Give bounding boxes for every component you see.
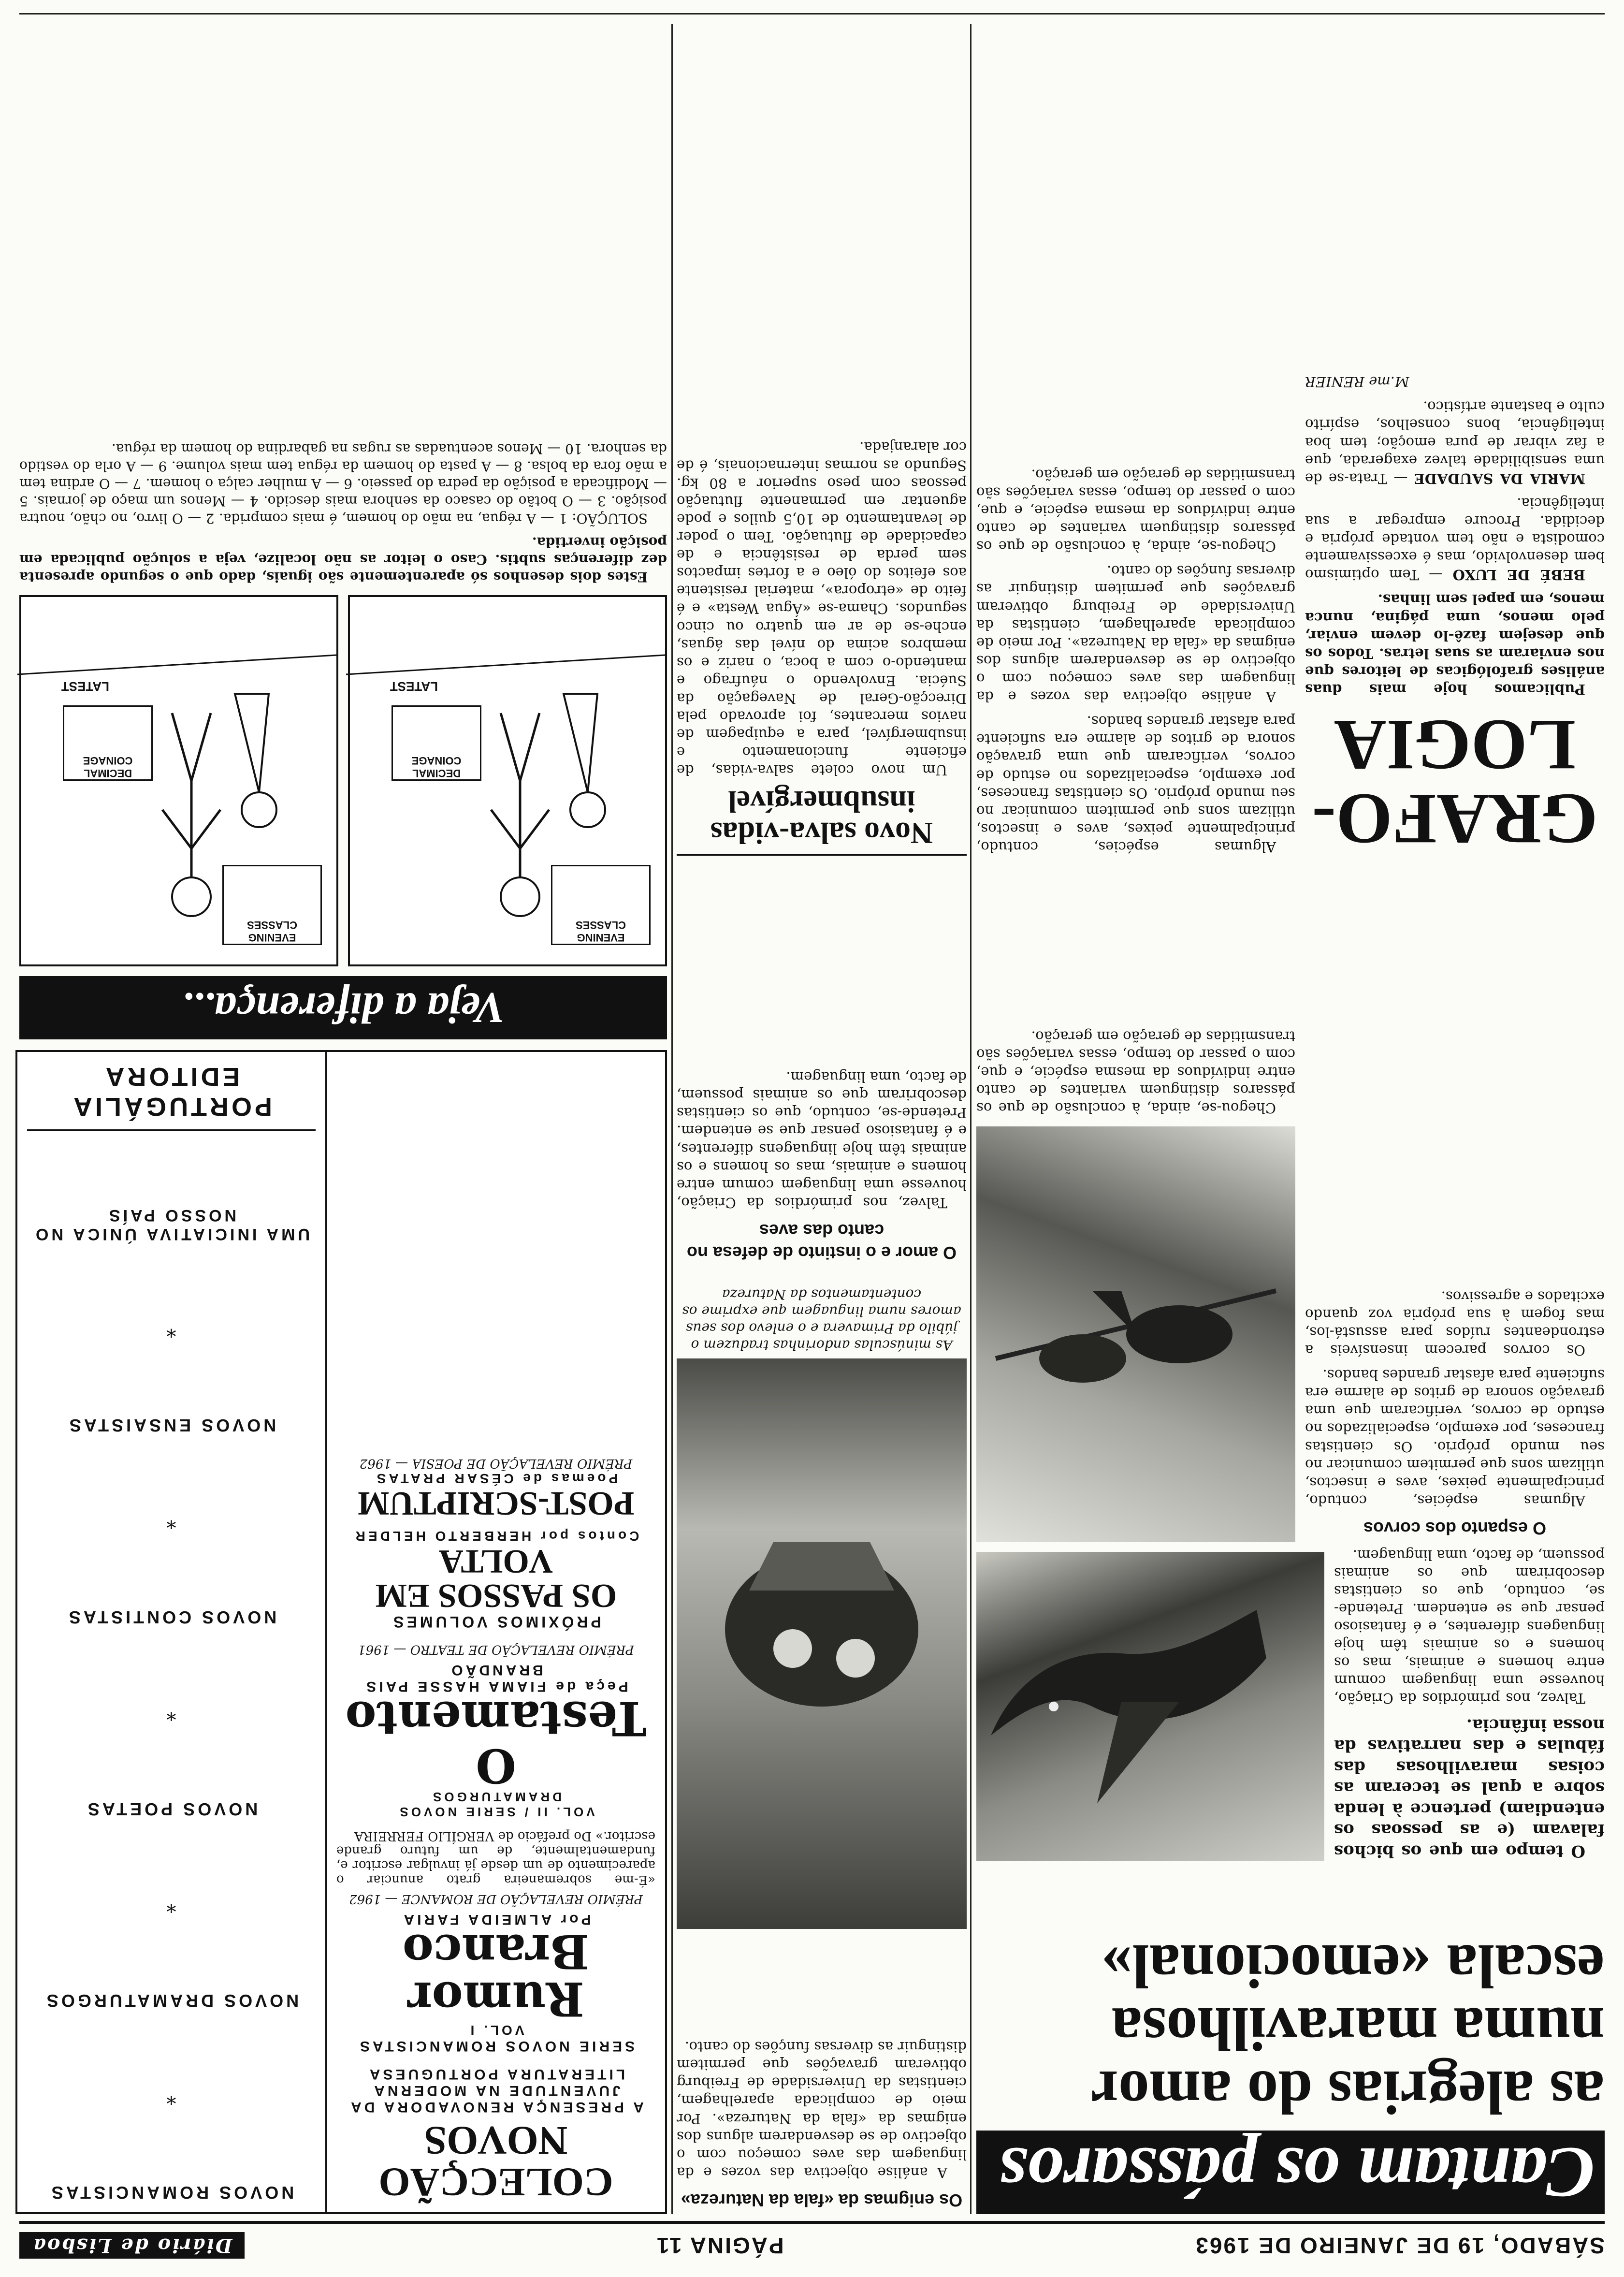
ad-collection: COLECÇÃO NOVOS xyxy=(378,2118,613,2204)
ad-vol1: VOL. I xyxy=(467,2022,524,2038)
portugalia-ad xyxy=(15,1050,667,2214)
side-headline-1: Novo salva-vidas xyxy=(710,816,933,850)
cartoon-sign-coinage-2: DECIMAL COINAGE xyxy=(63,705,153,781)
ad-author4: Poemas de CÉSAR PRATAS xyxy=(374,1471,618,1486)
ad-title1: Rumor Branco xyxy=(402,1924,590,2026)
ad-prize1: PRÉMIO REVELAÇÃO DE ROMANCE — 1962 xyxy=(349,1891,643,1906)
side-body: Um novo colete salva-vidas, de eficiente funcionamento e insubmergível, para a equipagem de navios mercantes, foi aprovado pela Direcção-Geral de Navegação da Suécia. Envolvendo o náufrago e mantendo-o com a boca, o nariz e os membros acima do nível das águas, enche-se de ar em quatro ou cinco segundos. Chama-se «Água Westa» e é feito de «etropora», material resistente aos efeitos do óleo e a fortes impactos sem perda de resistência e de capacidade de flutuação. Tem o poder de levantamento de 10,5 quilos e pode aguentar em permanente flutuação pessoas com peso superior a 80 kg. Segundo as normas internacionais, é de cor alaranjada. xyxy=(677,439,967,779)
masthead: Diário de Lisboa xyxy=(19,2233,245,2259)
ad-title2: O Testamento xyxy=(345,1691,647,1793)
ad-author3: Contos por HERBERTO HELDER xyxy=(352,1529,639,1544)
ad-left2: NOVOS DRAMATURGOS xyxy=(44,1991,299,2011)
cartoon-panel-1 xyxy=(348,595,667,966)
main-headline-2: as alegrias do amor xyxy=(1091,2058,1605,2127)
ad-series2: VOL. II / SERIE NOVOS DRAMATURGOS xyxy=(397,1789,595,1819)
main-body-4: Os corvos parecem insensíveis a estrondeantes ruídos para assustá-los, mas fogem à sua própria voz quando excitados e agressivos. xyxy=(1305,1288,1605,1359)
cartoon-solution: SOLUÇÃO: 1 — A régua, na mão do homem, é mais comprida. 2 — O livro, no chão, noutra posição. 3 — O botão do casaco da senhora mais descido. 4 — Menos um maço de jornais. 5 — Modificada a posição da pedra do passeio. 6 — A mulher calça o homem. 7 — O ardina tem a mão fora da bolsa. 8 — A pasta do homem da régua tem mais volume. 9 — A orla do vestido da senhora. 10 — Menos acentuadas as rugas na gabardina do homem da régua. xyxy=(19,441,667,526)
ad-publisher: PORTUGÁLIA EDITORA xyxy=(27,1062,316,1131)
ad-left4: NOVOS CONTISTAS xyxy=(66,1607,277,1627)
grafologia-entry1: Tem optimismo bem desenvolvido, mas é excessivamente comodista e não tem vontade própria e decidida. Procure empregar a sua inteligência. xyxy=(1305,495,1605,584)
ad-left5: NOVOS ENSAISTAS xyxy=(66,1416,276,1436)
swallows-caption xyxy=(677,1271,967,1354)
ad-left3: NOVOS POETAS xyxy=(85,1799,258,1819)
swallows-photo xyxy=(677,1358,967,1929)
ad-title3: OS PASSOS EM VOLTA xyxy=(375,1542,617,1615)
birds-on-branch-icon xyxy=(976,1126,1295,1542)
ad-series1: SERIE NOVOS ROMANCISTAS xyxy=(357,2038,635,2054)
subhead-enigmas: Os enigmas da «fala da Natureza» xyxy=(681,2190,963,2210)
main-headline-1: Cantam os pássaros xyxy=(976,2131,1605,2214)
swallows-nest-icon xyxy=(677,1358,967,1929)
ad-left1: NOVOS ROMANCISTAS xyxy=(48,2183,294,2203)
cartoon-figures-icon xyxy=(346,597,665,964)
main-body-2b: Algumas espécies, contudo, principalmente peixes, aves e insectos, utilizam sons que permitem comunicar no seu mundo próprio. Os cientistas franceses, por exemplo, especializados no estudo de corvos, verificaram que uma gravação sonora de gritos de alarme era suficiente para afastar grandes bandos. xyxy=(976,713,1295,855)
main-body-col-5 xyxy=(976,24,1295,856)
grafologia-intro: Publicamos hoje mais duas análises grafológicas de leitores que nos enviaram as suas letras. Todos os que desejem fazê-lo devem enviar, pelo menos, uma página, nunca menos, em papel sem linhas. xyxy=(1305,591,1605,698)
cartoon-sign-latest-2: LATEST xyxy=(61,679,109,694)
cartoon-block xyxy=(19,24,667,1039)
main-headline-4: escala «emocional» xyxy=(1101,1931,1605,2000)
subhead-amor: O amor e o instinto de defesa no canto das aves xyxy=(686,1220,957,1263)
page-header xyxy=(19,2221,1605,2267)
ad-star-icon: * xyxy=(166,2085,176,2108)
ad-star-icon: * xyxy=(166,1893,176,1916)
grafologia-entry2: Trata-se de uma sensibilidade talvez exagerada, que a faz vibrar de pura emoção; tem boa inteligência, bons conselhos, espírito culto e bastante artístico. xyxy=(1305,398,1605,487)
ad-quote1: «É-me sobremaneira grato anunciar o aparecimento de um desde já invulgar escritor e, fundamentalmente, de um futuro grande escritor.» Do prefácio de VERGÍLIO FERREIRA xyxy=(336,1828,655,1887)
cartoon-sign-evening-1: EVENING CLASSES xyxy=(551,865,651,945)
subhead-corvos: O espanto dos corvos xyxy=(1363,1518,1547,1538)
ad-author1: Por ALMEIDA FARIA xyxy=(401,1911,591,1927)
main-body-2: Algumas espécies, contudo, principalmente peixes, aves e insectos, utilizam sons que permitem comunicar no seu mundo próprio. Os cientistas franceses, por exemplo, especializados no estudo de corvos, verificaram que uma gravação sonora de gritos de alarme era suficiente para afastar grandes bandos. xyxy=(1305,1367,1605,1509)
ad-main-column xyxy=(325,1052,665,2212)
main-body-col-3 xyxy=(677,1943,967,2214)
cartoon-figures-icon xyxy=(17,597,336,964)
column-rule xyxy=(671,24,673,2214)
ad-title4: POST-SCRIPTUM xyxy=(357,1485,635,1522)
column-rule xyxy=(970,24,972,2214)
main-body-1b: Talvez, nos primórdios da Criação, houvesse uma linguagem comum entre homens e animais, mas os homens e os animais têm hoje linguagens diferentes, e é fantasioso pensar que se entendem. Pretende-se, contudo, que os cientistas descobriram que os animais possuem, de facto, uma linguagem. xyxy=(677,1069,967,1211)
ad-side-column xyxy=(17,1052,325,2212)
main-body-col-1 xyxy=(1305,865,1605,1542)
cartoon-sign-coinage-1: DECIMAL COINAGE xyxy=(392,705,481,781)
main-lead: O tempo em que os bichos falavam (e as pessoas os entendiam) pertence à lenda sobre a qual se teceram as coisas maravilhosas das fábulas e das narrativas da nossa infância. xyxy=(1334,1715,1605,1861)
main-body-col-4 xyxy=(677,865,967,1267)
cartoon-sign-evening-2: EVENING CLASSES xyxy=(222,865,322,945)
main-headline-3: numa maravilhosa xyxy=(1111,1995,1605,2064)
ad-star-icon: * xyxy=(166,1702,176,1724)
main-body-5b: Chegou-se, ainda, à conclusão de que os pássaros distinguem variantes de canto entre indivíduos da mesma espécie, e que, com o passar do tempo, essas variações são transmitidas de geração em geração. xyxy=(976,466,1295,555)
header-page-number: PÁGINA 11 xyxy=(655,2233,784,2258)
ad-play: Peça de FIAMA HASSE PAIS BRANDÃO xyxy=(363,1662,628,1695)
cartoon-intro: Estes dois desenhos só aparentemente são iguais, dado que o segundo apresenta dez diferenças subtis. Caso o leitor as não localize, veja a solução publicada em posição invertida. xyxy=(19,534,667,585)
cartoon-sign-latest-1: LATEST xyxy=(390,679,438,694)
main-body-col-2 xyxy=(976,865,1295,1117)
bottom-rule xyxy=(19,13,1605,15)
header-date: SÁBADO, 19 DE JANEIRO DE 1963 xyxy=(1194,2233,1605,2258)
main-body-3b: A análise objectiva das vozes e da linguagem das aves começou com o objectivo de se desvendarem alguns dos enigmas da «fala da Natureza». Por meio de complicada aparelhagem, cientistas da Universidade de Freiburg obtiveram gravações que permitem distinguir as diversas funções do canto. xyxy=(976,563,1295,705)
grafologia-entry1-head: BEBÉ DE LUXO xyxy=(1452,567,1585,584)
cartoon-panel-2 xyxy=(19,595,338,966)
grafologia-title-1: GRAFO- xyxy=(1312,779,1598,859)
ad-prize4: PRÉMIO REVELAÇÃO DE POESIA — 1962 xyxy=(359,1456,633,1471)
main-body-3: A análise objectiva das vozes e da linguagem das aves começou com o objectivo de se desvendarem alguns dos enigmas da «fala da Natureza». Por meio de complicada aparelhagem, cientistas da Universidade de Freiburg obtiveram gravações que permitem distinguir as diversas funções do canto. xyxy=(677,2039,967,2181)
side-headline-2: insubmergível xyxy=(728,784,915,819)
grafologia-signature: M.me RENIER xyxy=(1305,374,1409,391)
ad-star-icon: * xyxy=(166,1510,176,1533)
cartoon-title: Veja a diferença... xyxy=(19,976,667,1039)
main-body-5: Chegou-se, ainda, à conclusão de que os pássaros distinguem variantes de canto entre indivíduos da mesma espécie, e que, com o passar do tempo, essas variações são transmitidas de geração em geração. xyxy=(976,1028,1295,1116)
ad-left6: UMA INICIATIVA ÚNICA NO NOSSO PAÍS xyxy=(32,1206,310,1244)
grafologia-entry2-head: MARIA DA SAUDADE xyxy=(1414,470,1585,487)
swallows-caption-text: As minúsculas andorinhas traduzem o júbilo da Primavera e o enlevo dos seus amores numa linguagem que exprime os contentamentos da Natureza xyxy=(682,1286,961,1353)
ad-upcoming: PRÓXIMOS VOLUMES xyxy=(391,1613,601,1631)
side-article xyxy=(677,370,967,856)
bird-photo-2 xyxy=(976,1126,1295,1542)
main-headline-block xyxy=(976,1866,1605,2214)
bird-photo-1 xyxy=(976,1552,1324,1861)
main-body-1: Talvez, nos primórdios da Criação, houvesse uma linguagem comum entre homens e animais, mas os homens e os animais têm hoje linguagens diferentes, e é fantasioso pensar que se entendem. Pretende-se, contudo, que os cientistas descobriram que os animais possuem, de facto, uma linguagem. xyxy=(1334,1547,1605,1707)
ad-star-icon: * xyxy=(166,1318,176,1341)
ad-collection-sub: A PRESENÇA RENOVADORA DA JUVENTUDE NA MODERNA LITERATURA PORTUGUESA xyxy=(348,2066,644,2115)
bird-silhouette-icon xyxy=(976,1552,1324,1861)
grafologia-block: GRAFO- LOGIA Publicamos hoje mais duas análises grafológicas de leitores que nos enviaram as suas letras. Todos os que desejem fazê-lo devem enviar, pelo menos, uma página, nunca menos, em papel sem linhas. BEBÉ DE LUXO — Tem optimismo bem desenvolvido, mas é excessivamente comodista e não tem vontade própria e decidida. Procure empregar a sua inteligência. MARIA DA SAUDADE — Trata-se de uma sensibilidade talvez exagerada, que a faz vibrar de pura emoção; tem boa inteligência, bons conselhos, espírito culto e bastante artístico. M.me RENIER xyxy=(1305,24,1605,856)
main-lead-column xyxy=(1334,1547,1605,1861)
grafologia-title-2: LOGIA xyxy=(1334,705,1576,785)
ad-prize2: PRÉMIO REVELAÇÃO DE TEATRO — 1961 xyxy=(358,1642,634,1657)
